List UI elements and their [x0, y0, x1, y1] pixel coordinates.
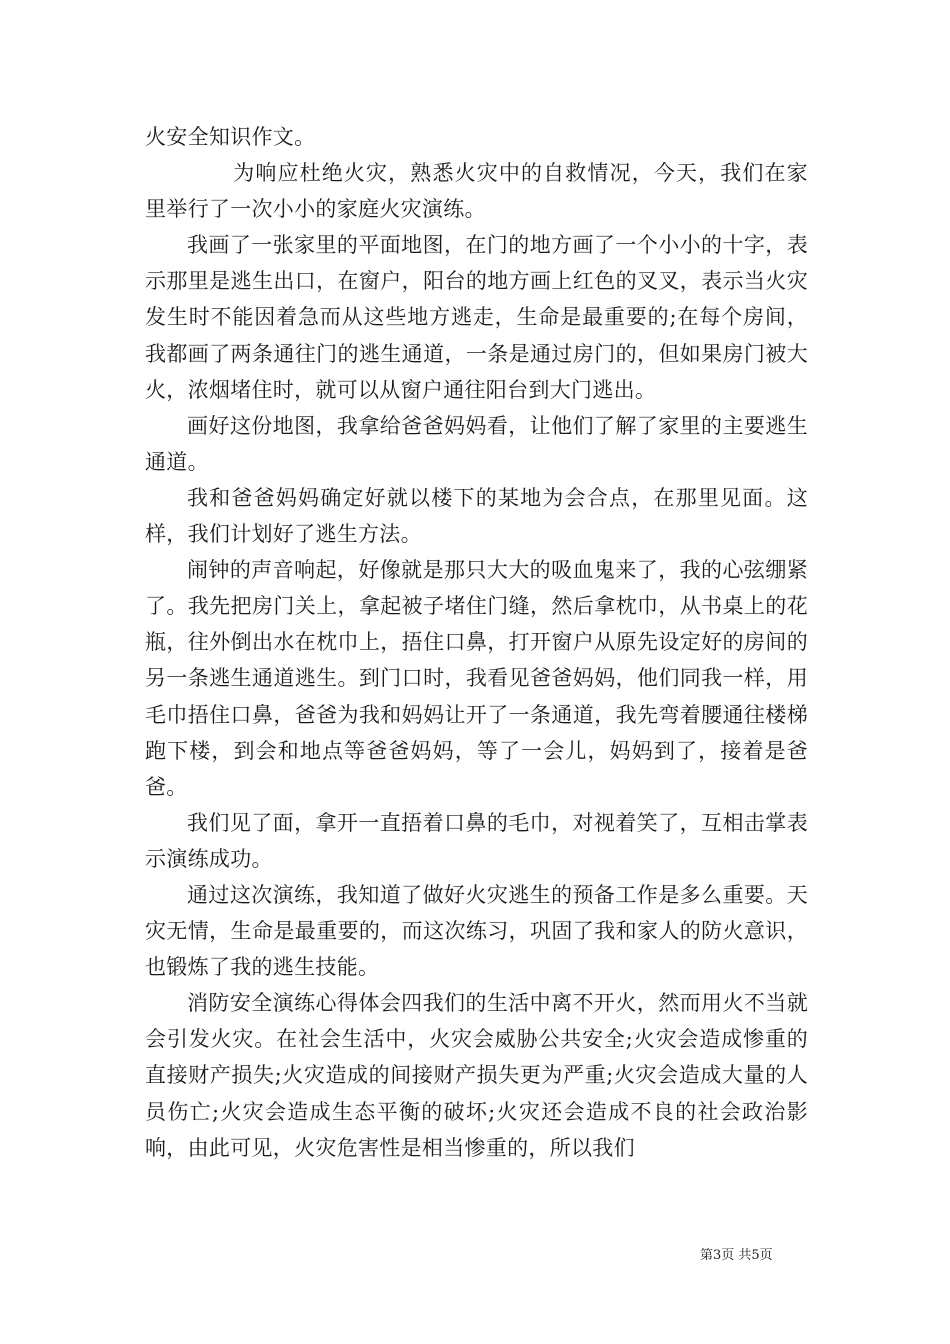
paragraph: 我画了一张家里的平面地图，在门的地方画了一个小小的十字，表示那里是逃生出口，在窗户，阳台的地方画上红色的叉叉，表示当火灾发生时不能因着急而从这些地方逃走，生命是最重要的;在每个房间，我都画了两条通往门的逃生通道，一条是通过房门的，但如果房门被大火，浓烟堵住时，就可以从窗户通往阳台到大门逃出。 [145, 233, 808, 402]
paragraph: 我们见了面，拿开一直捂着口鼻的毛巾，对视着笑了，互相击掌表示演练成功。 [145, 810, 808, 871]
paragraph: 为响应杜绝火灾，熟悉火灾中的自救情况，今天，我们在家里举行了一次小小的家庭火灾演练。 [145, 161, 808, 222]
document-body [145, 119, 808, 1166]
paragraph: 我和爸爸妈妈确定好就以楼下的某地为会合点，在那里见面。这样，我们计划好了逃生方法。 [145, 485, 808, 547]
paragraph: 消防安全演练心得体会四我们的生活中离不开火，然而用火不当就会引发火灾。在社会生活中，火灾会威胁公共安全;火灾会造成惨重的直接财产损失;火灾造成的间接财产损失更为严重;火灾会造成大量的人员伤亡;火灾会造成生态平衡的破坏;火灾还会造成不良的社会政治影响，由此可见，火灾危害性是相当惨重的，所以我们 [145, 991, 808, 1160]
paragraph: 通过这次演练，我知道了做好火灾逃生的预备工作是多么重要。天灾无情，生命是最重要的，而这次练习，巩固了我和家人的防火意识，也锻炼了我的逃生技能。 [145, 882, 808, 980]
paragraph: 画好这份地图，我拿给爸爸妈妈看，让他们了解了家里的主要逃生通道。 [145, 413, 808, 474]
paragraph-continuation: 火安全知识作文。 [145, 125, 316, 149]
paragraph: 闹钟的声音响起，好像就是那只大大的吸血鬼来了，我的心弦绷紧了。我先把房门关上，拿起被子堵住门缝，然后拿枕巾，从书桌上的花瓶，往外倒出水在枕巾上，捂住口鼻，打开窗户从原先设定好的房间的另一条逃生通道逃生。到门口时，我看见爸爸妈妈，他们同我一样，用毛巾捂住口鼻，爸爸为我和妈妈让开了一条通道，我先弯着腰通往楼梯跑下楼，到会和地点等爸爸妈妈，等了一会儿，妈妈到了，接着是爸爸。 [145, 558, 808, 799]
page-number-footer: 第3页 共5页 [700, 1248, 773, 1263]
